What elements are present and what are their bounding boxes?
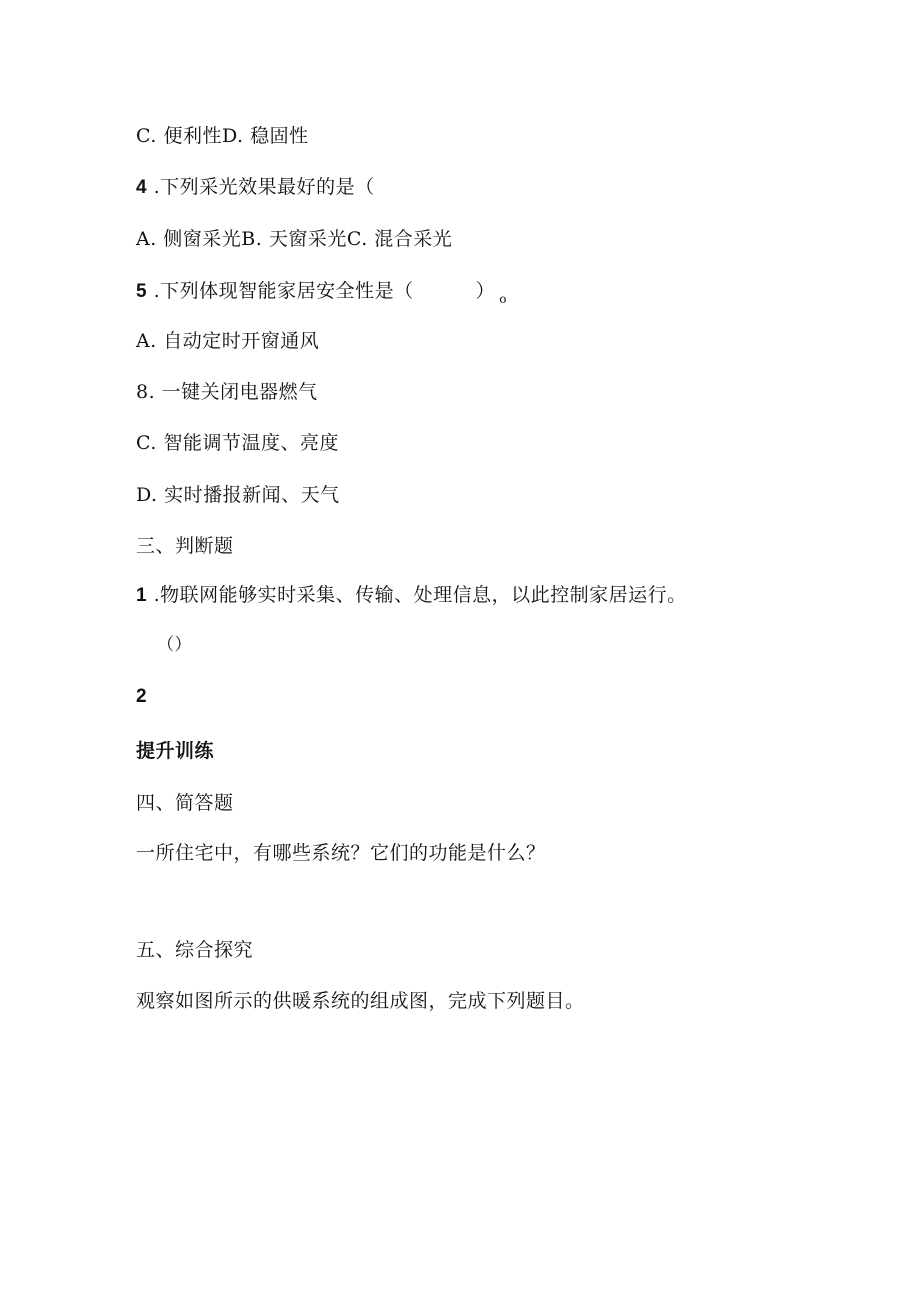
true-false-1-number: 1 (136, 585, 148, 606)
question-5-close-paren: ） (475, 280, 496, 302)
true-false-2-number: 2 (136, 686, 148, 707)
question-5 (136, 278, 507, 312)
true-false-1 (136, 582, 687, 609)
q5-option-d: D. 实时播报新闻、天气 (136, 484, 340, 506)
section-5-heading: 五、综合探究 (136, 939, 254, 961)
section-4-heading: 四、简答题 (136, 792, 234, 814)
q5-option-b: 8. 一键关闭电器燃气 (136, 381, 318, 403)
question-5-number: 5 (136, 281, 148, 302)
q5-option-c: C. 智能调节温度、亮度 (136, 432, 339, 454)
exploration-question: 观察如图所示的供暖系统的组成图，完成下列题目。 (136, 990, 585, 1012)
q3-options-cd: C. 便利性D. 稳固性 (136, 125, 309, 147)
question-5-mark: o (499, 292, 507, 306)
question-5-text: .下列体现智能家居安全性是（ (147, 280, 414, 302)
true-false-1-text: .物联网能够实时采集、传输、处理信息，以此控制家居运行。 (147, 584, 687, 606)
question-4 (136, 174, 375, 201)
short-answer-question: 一所住宅中，有哪些系统？它们的功能是什么？ (136, 842, 546, 864)
section-3-heading: 三、判断题 (136, 535, 234, 557)
training-heading: 提升训练 (136, 740, 215, 762)
true-false-1-parens: （） (157, 635, 192, 655)
question-4-text: .下列采光效果最好的是（ (147, 176, 375, 198)
question-4-number: 4 (136, 177, 148, 198)
q5-option-a: A. 自动定时开窗通风 (136, 330, 320, 352)
q4-options: A. 侧窗采光B. 天窗采光C. 混合采光 (136, 228, 453, 250)
